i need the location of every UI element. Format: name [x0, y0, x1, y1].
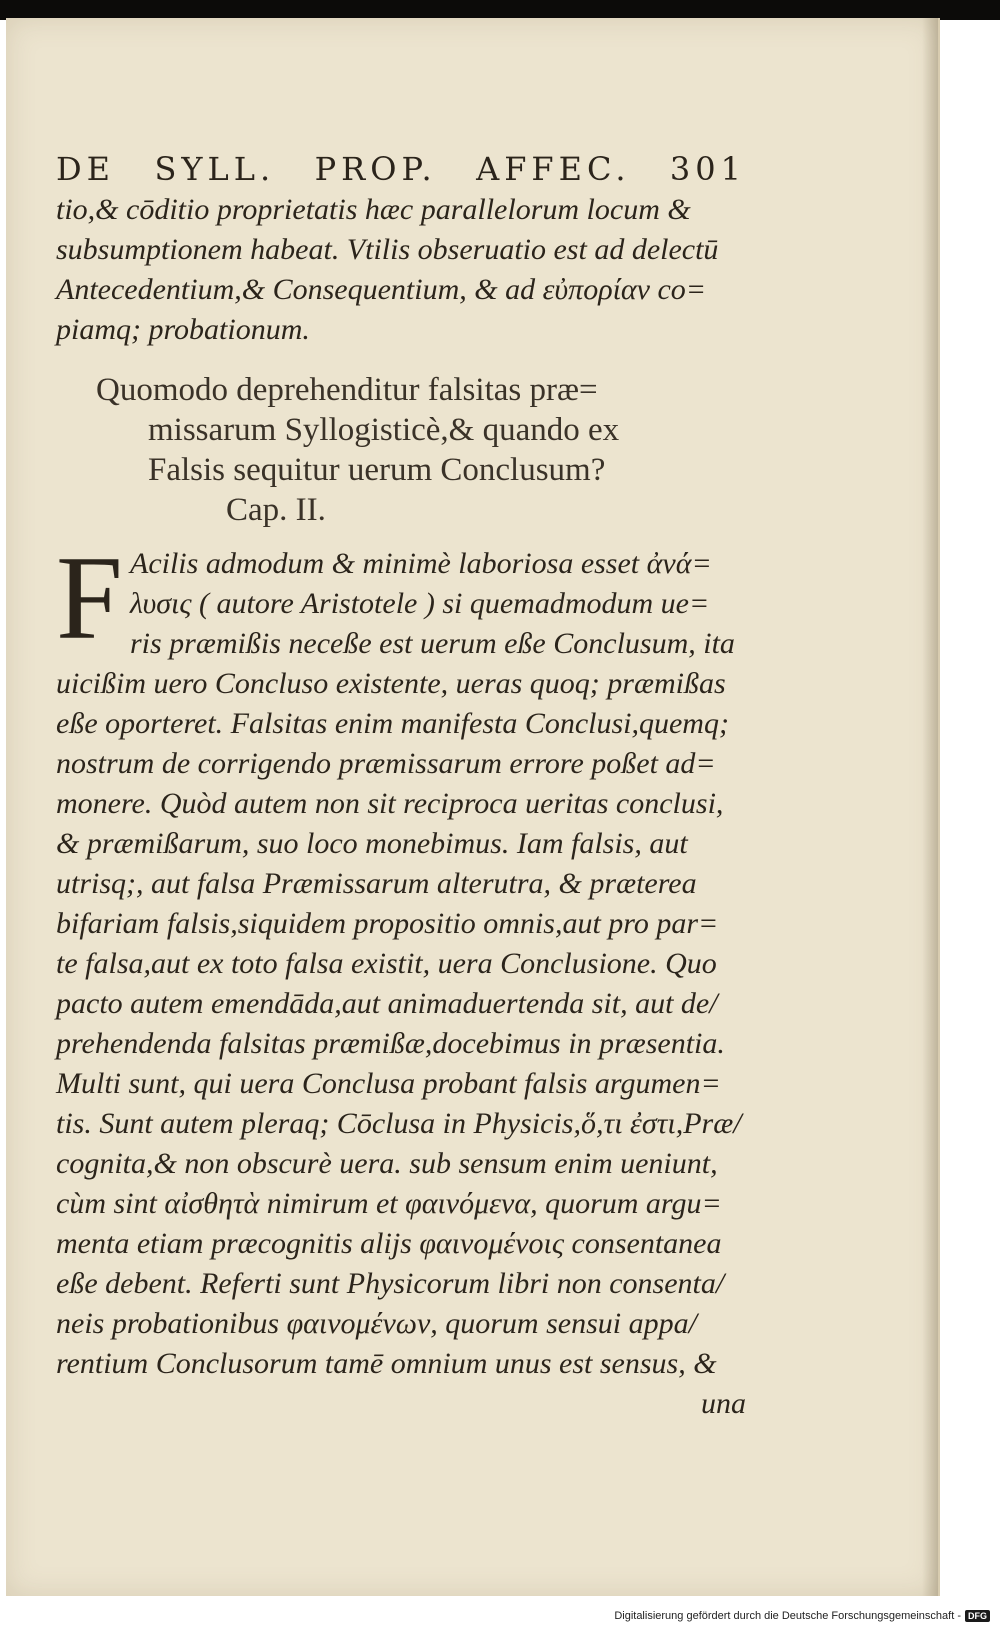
text-line: te falsa,aut ex toto falsa existit, uera Conclusione. Quo — [56, 947, 717, 980]
page-gutter-shadow — [922, 18, 938, 1596]
heading-line: Falsis sequitur uerum Conclusum? — [148, 452, 606, 488]
catchword: una — [701, 1387, 746, 1420]
text-line: ris præmißis neceße est uerum eße Conclusum, ita — [130, 627, 735, 660]
text-line: tio,& cōditio proprietatis hæc parallelorum locum & — [56, 193, 691, 226]
text-line: uicißim uero Concluso existente, ueras quoq; præmißas — [56, 667, 726, 700]
text-line: tis. Sunt autem pleraq; Cōclusa in Physicis,ὅ,τι ἐστι,Præ/ — [56, 1107, 742, 1140]
digitization-credit — [614, 1610, 990, 1622]
text-line: neis probationibus φαινομένων, quorum sensui appa/ — [56, 1307, 697, 1340]
text-line: Multi sunt, qui uera Conclusa probant falsis argumen= — [56, 1067, 721, 1100]
text-line: bifariam falsis,siquidem propositio omnis,aut pro par= — [56, 907, 719, 940]
text-line: prehendenda falsitas præmißæ,docebimus in præsentia. — [56, 1027, 725, 1060]
text-line: utrisq;, aut falsa Præmissarum alterutra, & præterea — [56, 867, 697, 900]
drop-cap-initial: F — [56, 531, 123, 664]
text-line: piamq; probationum. — [56, 313, 310, 346]
text-line: cùm sint αἰσθητὰ nimirum et φαινόμενα, quorum argu= — [56, 1187, 722, 1220]
page-text — [56, 148, 746, 1424]
text-line: eße oporteret. Falsitas enim manifesta Conclusi,quemq; — [56, 707, 729, 740]
dfg-logo: DFG — [965, 1610, 990, 1622]
chapter-heading — [96, 370, 746, 530]
text-line: Acilis admodum & minimè laboriosa esset ἀνά= — [130, 547, 712, 580]
credit-text: Digitalisierung gefördert durch die Deutsche Forschungsgemeinschaft - — [614, 1610, 961, 1622]
book-page — [6, 18, 940, 1596]
text-line: cognita,& non obscurè uera. sub sensum enim ueniunt, — [56, 1147, 718, 1180]
text-line: pacto autem emendāda,aut animaduertenda sit, aut de/ — [56, 987, 718, 1020]
heading-line: Quomodo deprehenditur falsitas præ= — [96, 372, 598, 408]
text-line: λυσις ( autore Aristotele ) si quemadmodum ue= — [130, 587, 710, 620]
text-line: monere. Quòd autem non sit reciproca ueritas conclusi, — [56, 787, 724, 820]
chapter-number: Cap. II. — [226, 492, 326, 528]
scan-border — [0, 0, 1000, 20]
running-head: DE SYLL. PROP. AFFEC. 301 — [56, 150, 746, 188]
text-line: rentium Conclusorum tamē omnium unus est sensus, & — [56, 1347, 717, 1380]
heading-line: missarum Syllogisticè,& quando ex — [148, 412, 620, 448]
text-line: menta etiam præcognitis alijs φαινομένοις consentanea — [56, 1227, 722, 1260]
text-line: nostrum de corrigendo præmissarum errore poßet ad= — [56, 747, 716, 780]
text-line: & præmißarum, suo loco monebimus. Iam falsis, aut — [56, 827, 688, 860]
text-line: Antecedentium,& Consequentium, & ad εὐπορίαν co= — [56, 273, 707, 306]
top-paragraph — [56, 190, 746, 350]
chapter-body — [56, 531, 746, 1424]
text-line: subsumptionem habeat. Vtilis obseruatio est ad delectū — [56, 233, 719, 266]
text-line: eße debent. Referti sunt Physicorum libri non consenta/ — [56, 1267, 725, 1300]
